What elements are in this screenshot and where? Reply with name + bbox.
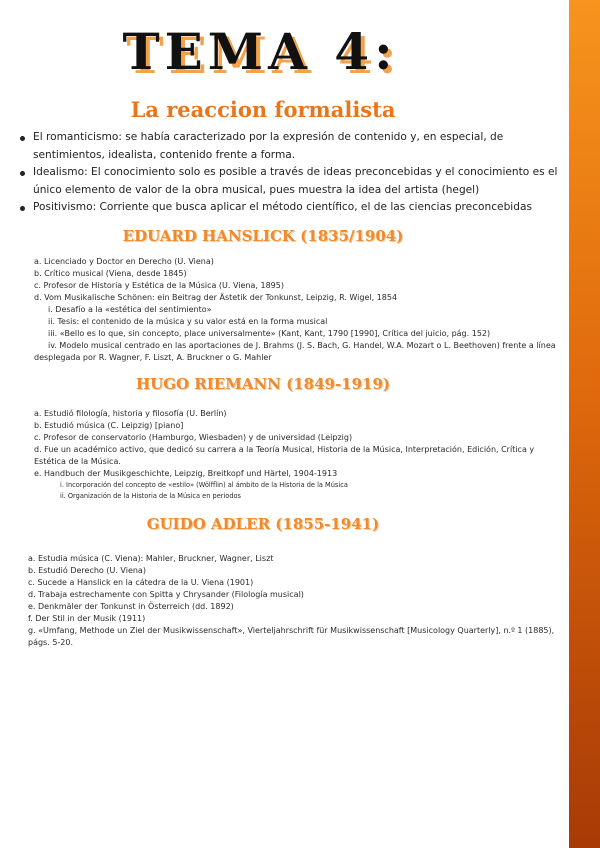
list-item: b. Estudió música (C. Leipzig) [piano]: [34, 421, 184, 430]
intro-bullet: Positivismo: Corriente que busca aplicar el método científico, el de las ciencias preconcebidas: [18, 199, 564, 217]
page-subtitle: La reaccion formalista: [130, 97, 396, 122]
list-item: c. Profesor de Historia y Estética de la Música (U. Viena, 1895): [34, 281, 284, 290]
list-item: a. Estudia música (C. Viena): Mahler, Bruckner, Wagner, Liszt: [28, 554, 274, 563]
section-list-riemann: [34, 408, 564, 502]
list-item: g. «Umfang, Methode un Ziel der Musikwissenschaft», Vierteljahrschrift für Musikwissenschaft [Musicology Quarterly], n.º 1 (1885), págs. 5-20.: [28, 626, 555, 647]
decorative-side-bar: [569, 0, 600, 848]
bullet-dot-icon: [20, 206, 25, 211]
list-item: d. Vom Musikalische Schönen: ein Beitrag der Ästetik der Tonkunst, Leipzig, R. Wigel, 1854: [34, 293, 398, 302]
list-subitem: ii. Organización de la Historia de la Música en periodos: [60, 492, 241, 500]
section-list-hanslick: [34, 256, 564, 364]
list-item: a. Estudió filología, historia y filosofía (U. Berlín): [34, 409, 227, 418]
intro-bullet: El romanticismo: se había caracterizado por la expresión de contenido y, en especial, de sentimientos, idealista, contenido frente a forma.: [18, 129, 564, 164]
list-item: f. Der Stil in der Musik (1911): [28, 614, 146, 623]
list-item: d. Trabaja estrechamente con Spitta y Chrysander (Filología musical): [28, 590, 304, 599]
intro-bullet-list: [18, 129, 564, 217]
list-subitem: iv. Modelo musical centrado en las aportaciones de J. Brahms (J. S. Bach, G. Handel, W.A. Mozart o L. Beethoven) frente a línea desplegada por R. Wagner, F. Liszt, A. Bruckner o G. Mahler: [34, 341, 556, 362]
section-heading-riemann: HUGO RIEMANN (1849-1919): [135, 375, 391, 393]
section-heading-adler: GUIDO ADLER (1855-1941): [146, 515, 380, 533]
list-item: c. Sucede a Hanslick en la cátedra de la U. Viena (1901): [28, 578, 254, 587]
intro-bullet: Idealismo: El conocimiento solo es posible a través de ideas preconcebidas y el conocimiento es el único elemento de valor de la obra musical, pues muestra la idea del artista (hegel): [18, 164, 564, 199]
list-subitem: i. Incorporación del concepto de «estilo» (Wölfflin) al ámbito de la Historia de la Música: [60, 481, 348, 489]
list-subitem: ii. Tesis: el contenido de la música y su valor está en la forma musical: [48, 317, 328, 326]
bullet-dot-icon: [20, 136, 25, 141]
bullet-dot-icon: [20, 171, 25, 176]
list-item: d. Fue un académico activo, que dedicó su carrera a la Teoría Musical, Historia de la Música, Interpretación, Edición, Crítica y Estética de la Música.: [34, 445, 535, 466]
list-subitem: iii. «Bello es lo que, sin concepto, place universalmente» (Kant, Kant, 1790 [1990], Crítica del juicio, pág. 152): [48, 329, 491, 338]
list-item: c. Profesor de conservatorio (Hamburgo, Wiesbaden) y de universidad (Leipzig): [34, 433, 353, 442]
page-title: TEMA 4:: [122, 22, 398, 81]
list-item: b. Crítico musical (Viena, desde 1845): [34, 269, 187, 278]
section-heading-hanslick: EDUARD HANSLICK (1835/1904): [122, 227, 404, 245]
list-item: b. Estudió Derecho (U. Viena): [28, 566, 146, 575]
list-subitem: i. Desafío a la «estética del sentimiento»: [48, 305, 212, 314]
list-item: e. Handbuch der Musikgeschichte, Leipzig, Breitkopf und Härtel, 1904-1913: [34, 469, 338, 478]
list-item: e. Denkmäler der Tonkunst in Österreich (dd. 1892): [28, 602, 234, 611]
section-list-adler: [28, 553, 562, 649]
list-item: a. Licenciado y Doctor en Derecho (U. Viena): [34, 257, 214, 266]
